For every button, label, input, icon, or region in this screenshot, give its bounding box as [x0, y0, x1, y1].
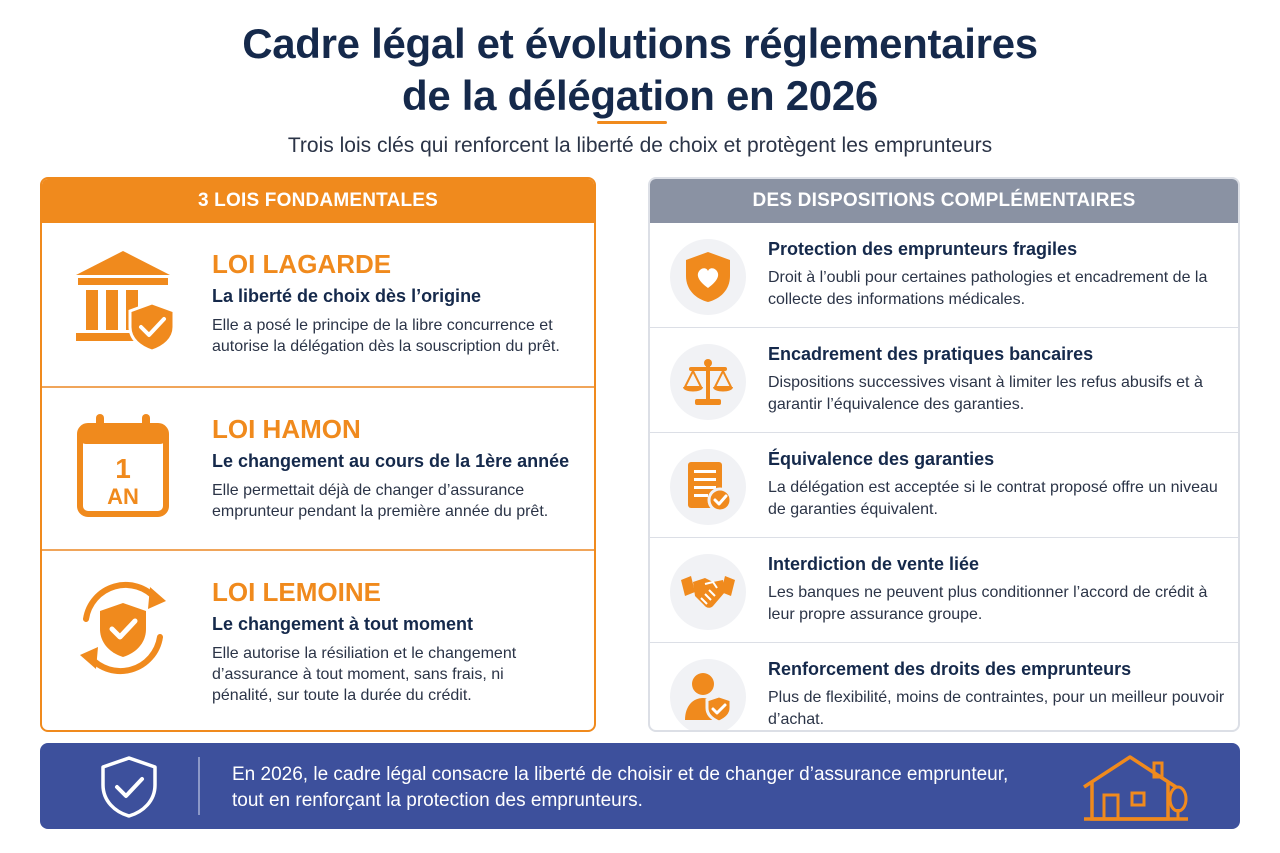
page-title: [0, 18, 1280, 122]
laws-panel-header: 3 LOIS FONDAMENTALES: [42, 179, 594, 223]
provision-item: [650, 433, 1238, 538]
user-check-icon: [683, 670, 733, 724]
law-lemoine: [42, 549, 594, 712]
provision-description: La délégation est acceptée si le contrat proposé offre un niveau de garanties équivalent.: [768, 479, 1218, 518]
provisions-panel: [648, 177, 1240, 732]
handshake-icon: [679, 572, 737, 612]
footer-divider: [198, 757, 200, 815]
refresh-shield-icon: [68, 573, 178, 683]
footer-text-line1: En 2026, le cadre légal consacre la liberté de choisir et de changer d’assurance emprunteur,: [232, 764, 1009, 785]
law-description: Elle permettait déjà de changer d’assurance emprunteur pendant la première année du prêt.: [212, 482, 549, 520]
provision-description: Les banques ne peuvent plus conditionner l’accord de crédit à leur propre assurance groupe.: [768, 584, 1208, 623]
law-description: Elle a posé le principe de la libre concurrence et autorise la délégation dès la souscription du prêt.: [212, 317, 560, 355]
provision-description: Dispositions successives visant à limiter les refus abusifs et à garantir l’équivalence des garanties.: [768, 374, 1203, 413]
law-lagarde: [42, 223, 594, 386]
law-name: LOI HAMON: [212, 414, 361, 444]
law-description: Elle autorise la résiliation et le changement d’assurance à tout moment, sans frais, ni pénalité, sur toute la durée du crédit.: [212, 645, 517, 704]
footer-text-line2: tout en renforçant la protection des emprunteurs.: [232, 790, 643, 811]
law-hamon: [42, 386, 594, 549]
law-subtitle: Le changement à tout moment: [212, 614, 474, 634]
provisions-panel-header: DES DISPOSITIONS COMPLÉMENTAIRES: [650, 179, 1238, 223]
law-lemoine-text: [212, 577, 582, 706]
page-title-line2: de la délégation en 2026: [402, 72, 878, 119]
footer-text: [232, 762, 1032, 814]
law-name: LOI LAGARDE: [212, 249, 392, 279]
provision-title: Interdiction de vente liée: [768, 554, 980, 574]
calendar-icon: [68, 410, 178, 520]
heart-shield-icon: [683, 250, 733, 304]
document-check-icon: [684, 460, 732, 514]
page-subtitle: Trois lois clés qui renforcent la liberté de choix et protègent les emprunteurs: [287, 134, 993, 157]
provision-item: [650, 223, 1238, 328]
law-hamon-text: [212, 414, 582, 522]
shield-check-icon: [98, 755, 160, 819]
laws-panel: [40, 177, 596, 732]
page-title-line1: Cadre légal et évolutions réglementaires: [242, 20, 1038, 67]
provision-description: Droit à l’oubli pour certaines pathologies et encadrement de la collecte des informations médicales.: [768, 269, 1208, 308]
provision-title: Encadrement des pratiques bancaires: [768, 344, 1094, 364]
title-underline: [597, 121, 667, 124]
provision-item: [650, 538, 1238, 643]
law-name: LOI LEMOINE: [212, 577, 381, 607]
law-lagarde-text: [212, 249, 582, 357]
provision-title: Renforcement des droits des emprunteurs: [768, 659, 1132, 679]
scales-icon: [681, 357, 735, 407]
calendar-unit: AN: [107, 484, 139, 509]
law-subtitle: La liberté de choix dès l’origine: [212, 286, 482, 306]
footer-banner: [40, 743, 1240, 829]
provision-item: [650, 643, 1238, 732]
law-subtitle: Le changement au cours de la 1ère année: [212, 451, 570, 471]
calendar-number: 1: [115, 453, 131, 484]
provision-description: Plus de flexibilité, moins de contraintes, pour un meilleur pouvoir d’achat.: [768, 689, 1225, 728]
bank-shield-icon: [68, 245, 178, 355]
provision-title: Équivalence des garanties: [768, 449, 995, 469]
house-icon: [1080, 753, 1190, 823]
provision-item: [650, 328, 1238, 433]
provision-title: Protection des emprunteurs fragiles: [768, 239, 1078, 259]
